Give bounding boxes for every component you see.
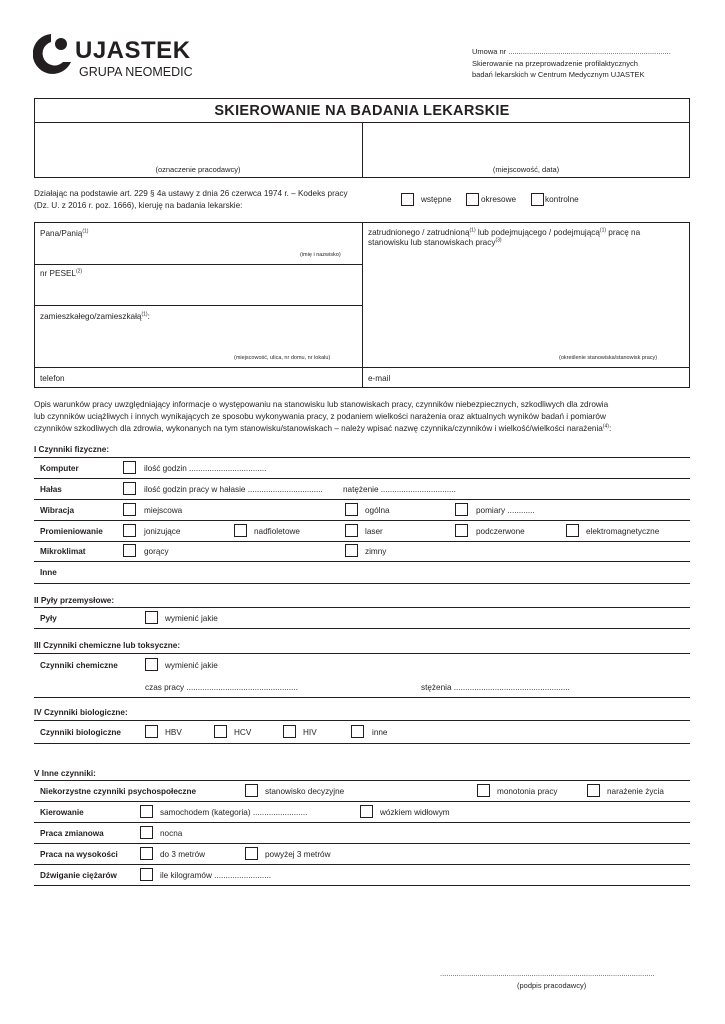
psycho-monotony-label: monotonia pracy bbox=[497, 787, 558, 796]
radiation-infrared-label: podczerwone bbox=[476, 527, 525, 536]
place-date-label: (miejscowość, data) bbox=[492, 165, 560, 174]
exam-control-checkbox[interactable] bbox=[531, 193, 544, 206]
logo-name: UJASTEK bbox=[75, 37, 191, 64]
other-physical-label[interactable]: Inne bbox=[40, 568, 57, 577]
lifting-kg-field[interactable]: ile kilogramów ......................... bbox=[160, 871, 272, 880]
job-hint: (określenie stanowiska/stanowisk pracy) bbox=[559, 355, 658, 361]
computer-checkbox[interactable] bbox=[123, 461, 136, 474]
logo-subtitle: GRUPA NEOMEDIC bbox=[79, 65, 193, 79]
radiation-laser-checkbox[interactable] bbox=[345, 524, 358, 537]
pesel-label: nr PESEL bbox=[40, 269, 76, 278]
dust-checkbox[interactable] bbox=[145, 611, 158, 624]
vibration-general-label: ogólna bbox=[365, 506, 390, 515]
job-field[interactable]: zatrudnionego / zatrudnioną$^{(1)}$ lub podejmującego / podejmującą$^{(1)}$ pracę na stanowisku lub stanowiskach pracy$^{(3)}$ bbox=[368, 227, 641, 247]
shift-night-checkbox[interactable] bbox=[140, 826, 153, 839]
radiation-em-label: elektromagnetyczne bbox=[586, 527, 660, 536]
chemical-label: Czynniki chemiczne bbox=[40, 661, 118, 670]
radiation-uv-label: nadfioletowe bbox=[254, 527, 300, 536]
computer-label: Komputer bbox=[40, 464, 79, 473]
lifting-checkbox[interactable] bbox=[140, 868, 153, 881]
vibration-measurement-checkbox[interactable] bbox=[455, 503, 468, 516]
radiation-em-checkbox[interactable] bbox=[566, 524, 579, 537]
description-line-1: Opis warunków pracy uwzględniający informacje o występowaniu na stanowisku lub stanowiskach pracy, czynników niebezpiecznych, szkodliwych dla zdrowia bbox=[34, 400, 609, 409]
exam-periodic-checkbox[interactable] bbox=[466, 193, 479, 206]
logo-mark-icon bbox=[33, 32, 73, 80]
address-label: zamieszkałego/zamieszkałą bbox=[40, 312, 142, 321]
microclimate-label: Mikroklimat bbox=[40, 547, 86, 556]
employer-label: (oznaczenie pracodawcy) bbox=[155, 165, 241, 174]
driving-label: Kierowanie bbox=[40, 808, 84, 817]
driving-forklift-checkbox[interactable] bbox=[360, 805, 373, 818]
exam-initial-label: wstępne bbox=[421, 195, 452, 204]
bio-other-checkbox[interactable] bbox=[351, 725, 364, 738]
computer-hours-field[interactable]: ilość godzin .................................. bbox=[144, 464, 267, 473]
psycho-monotony-checkbox[interactable] bbox=[477, 784, 490, 797]
noise-checkbox[interactable] bbox=[123, 482, 136, 495]
section-4-title: IV Czynniki biologiczne: bbox=[34, 708, 128, 717]
lifting-label: Dźwiganie ciężarów bbox=[40, 871, 117, 880]
description-line-3: czynników szkodliwych dla zdrowia, wykonanych na tym stanowisku/stanowiskach – należy wpisać nazwę czynnika/czynników i wielkość/wielkości narażenia$^{(4)}$: bbox=[34, 423, 612, 433]
vibration-general-checkbox[interactable] bbox=[345, 503, 358, 516]
section-3-title: III Czynniki chemiczne lub toksyczne: bbox=[34, 641, 181, 650]
exam-control-label: kontrolne bbox=[545, 195, 579, 204]
section-2-title: II Pyły przemysłowe: bbox=[34, 596, 115, 605]
bio-hiv-checkbox[interactable] bbox=[283, 725, 296, 738]
psycho-decision-label: stanowisko decyzyjne bbox=[265, 787, 345, 796]
radiation-infrared-checkbox[interactable] bbox=[455, 524, 468, 537]
microclimate-cold-checkbox[interactable] bbox=[345, 544, 358, 557]
driving-forklift-label: wózkiem widłowym bbox=[380, 808, 450, 817]
email-field[interactable]: e-mail bbox=[368, 374, 391, 383]
noise-label: Hałas bbox=[40, 485, 62, 494]
name-hint: (imię i nazwisko) bbox=[300, 252, 341, 258]
radiation-laser-label: laser bbox=[365, 527, 383, 536]
exam-initial-checkbox[interactable] bbox=[401, 193, 414, 206]
phone-field[interactable]: telefon bbox=[40, 374, 65, 383]
contract-number: Umowa nr .............................................................................. bbox=[472, 47, 671, 56]
shift-night-label: nocna bbox=[160, 829, 183, 838]
exam-periodic-label: okresowe bbox=[481, 195, 517, 204]
psycho-life-risk-label: narażenie życia bbox=[607, 787, 664, 796]
pesel-field[interactable]: nr PESEL$^{(2)}$ bbox=[40, 268, 83, 278]
chemical-checkbox[interactable] bbox=[145, 658, 158, 671]
radiation-uv-checkbox[interactable] bbox=[234, 524, 247, 537]
dust-label: Pyły bbox=[40, 614, 57, 623]
description-line-2: lub czynników uciążliwych i innych wynikających ze sposobu wykonywania pracy, z podaniem wielkości narażenia oraz aktualnych wyników badań i pomiarów bbox=[34, 412, 606, 421]
reference-line-1: Skierowanie na przeprowadzenie profilaktycznych bbox=[472, 59, 638, 68]
bio-hbv-label: HBV bbox=[165, 728, 182, 737]
bio-hcv-label: HCV bbox=[234, 728, 252, 737]
legal-basis-line-2: (Dz. U. z 2016 r. poz. 1666), kieruję na badania lekarskie: bbox=[34, 201, 243, 210]
section-1-title: I Czynniki fizyczne: bbox=[34, 445, 110, 454]
psycho-life-risk-checkbox[interactable] bbox=[587, 784, 600, 797]
reference-line-2: badań lekarskich w Centrum Medycznym UJASTEK bbox=[472, 70, 645, 79]
radiation-ionizing-checkbox[interactable] bbox=[123, 524, 136, 537]
company-logo bbox=[33, 32, 223, 82]
biological-label: Czynniki biologiczne bbox=[40, 728, 121, 737]
name-label: Pana/Panią bbox=[40, 229, 83, 238]
signature-line[interactable]: ....................................................................................................... bbox=[440, 969, 655, 978]
height-up3-checkbox[interactable] bbox=[140, 847, 153, 860]
address-field[interactable]: zamieszkałego/zamieszkałą$^{(1)}$: bbox=[40, 311, 150, 321]
height-work-label: Praca na wysokości bbox=[40, 850, 118, 859]
vibration-label: Wibracja bbox=[40, 506, 75, 515]
section-5-title: V Inne czynniki: bbox=[34, 769, 96, 778]
chemical-concentration-field[interactable]: stężenia ................................................... bbox=[421, 683, 570, 692]
height-up3-label: do 3 metrów bbox=[160, 850, 206, 859]
signature-label: (podpis pracodawcy) bbox=[517, 981, 587, 990]
height-over3-checkbox[interactable] bbox=[245, 847, 258, 860]
height-over3-label: powyżej 3 metrów bbox=[265, 850, 331, 859]
dust-specify-field[interactable]: wymienić jakie bbox=[165, 614, 218, 623]
psychosocial-label: Niekorzystne czynniki psychospołeczne bbox=[40, 787, 197, 796]
bio-other-label: inne bbox=[372, 728, 388, 737]
driving-car-checkbox[interactable] bbox=[140, 805, 153, 818]
psycho-decision-checkbox[interactable] bbox=[245, 784, 258, 797]
bio-hcv-checkbox[interactable] bbox=[214, 725, 227, 738]
bio-hiv-label: HIV bbox=[303, 728, 317, 737]
legal-basis-line-1: Działając na podstawie art. 229 § 4a ustawy z dnia 26 czerwca 1974 r. – Kodeks pracy bbox=[34, 189, 348, 198]
vibration-local-checkbox[interactable] bbox=[123, 503, 136, 516]
address-hint: (miejscowość, ulica, nr domu, nr lokalu) bbox=[234, 355, 331, 361]
noise-intensity-field[interactable]: natężenie ................................. bbox=[343, 485, 456, 494]
bio-hbv-checkbox[interactable] bbox=[145, 725, 158, 738]
microclimate-hot-label: gorący bbox=[144, 547, 169, 556]
chemical-specify-field[interactable]: wymienić jakie bbox=[165, 661, 218, 670]
microclimate-cold-label: zimny bbox=[365, 547, 387, 556]
chemical-work-time-field[interactable]: czas pracy ................................................. bbox=[145, 683, 298, 692]
name-field[interactable]: Pana/Panią$^{(1)}$ bbox=[40, 228, 89, 238]
shift-work-label: Praca zmianowa bbox=[40, 829, 104, 838]
vibration-local-label: miejscowa bbox=[144, 506, 183, 515]
vibration-measurement-field[interactable]: pomiary ............ bbox=[476, 506, 535, 515]
page-title: SKIEROWANIE NA BADANIA LEKARSKIE bbox=[214, 103, 510, 119]
driving-car-field[interactable]: samochodem (kategoria) ........................ bbox=[160, 808, 308, 817]
microclimate-hot-checkbox[interactable] bbox=[123, 544, 136, 557]
noise-hours-field[interactable]: ilość godzin pracy w hałasie ................................. bbox=[144, 485, 323, 494]
radiation-ionizing-label: jonizujące bbox=[144, 527, 181, 536]
radiation-label: Promieniowanie bbox=[40, 527, 103, 536]
